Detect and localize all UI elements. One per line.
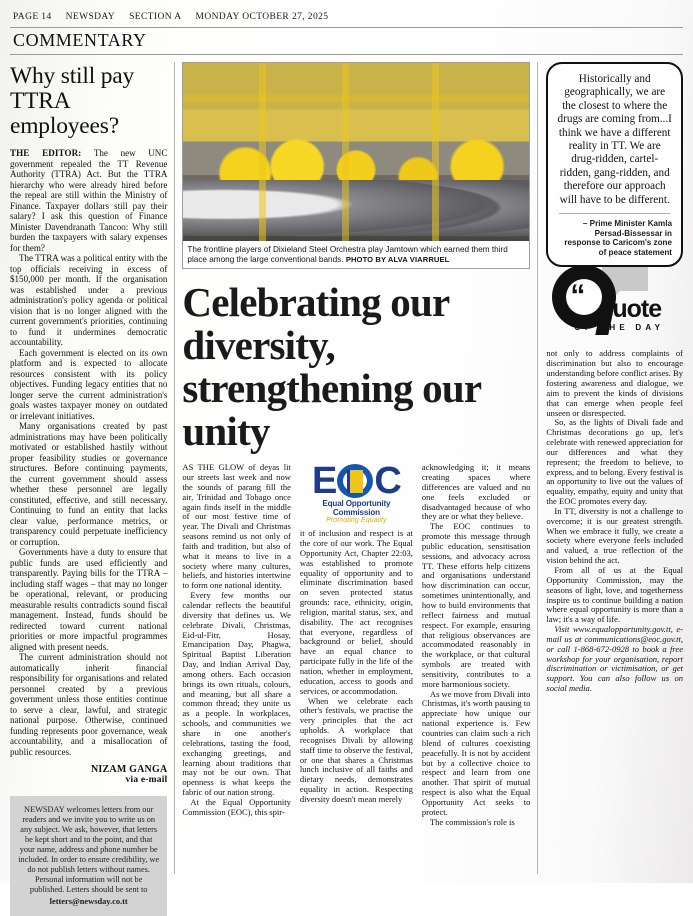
masthead-publication: NEWSDAY (65, 12, 116, 22)
section-title-divider (10, 54, 683, 55)
feature-paragraph: So, as the lights of Divali fade and Christmas decorations go up, let's celebrate with renewed appreciation for our differences and what they represent; the freedom to believe, to express, and to belong. Every festival is an opportunity to live out the values of equality, empathy, equity and unity that the EOC promotes every day. (546, 417, 683, 507)
feature-contact-note: Visit www.equalopportunity.gov.tt, e-mail us at communications@eoc.gov.tt, or call 1-868-672-0928 to book a free workshop for your organisation, report discrimination or victimisation, or get support. You can also follow us on social media. (546, 624, 683, 694)
letter-paragraph: Each government is elected on its own platform and is expected to allocate resources consistent with its policy objectives. Funding legacy entities that no longer serve the current administration's goals wastes taxpayer money on outdated or irrelevant initiatives. (10, 347, 168, 421)
letter-author-source: via e-mail (125, 775, 168, 785)
quote-attribution: – Prime Minister Kamla Persad-Bissessar in response to Caricom's zone of peace statement (564, 219, 672, 257)
caption-text: The frontline players of Dixieland Steel Orchestra play Jamtown which earned them third place among the large conventional bands. (187, 245, 508, 264)
quotation-mark-icon: “ (570, 279, 585, 313)
feature-column-3 (422, 463, 531, 827)
letter-byline (10, 764, 167, 785)
letter-column (10, 62, 174, 906)
feature-paragraph: From all of us at the Equal Opportunity Commission, may the seasons of light, love, and togetherness inspire us to continue building a nation where equal opportunity is more than a law; it's a way of life. (546, 565, 683, 625)
section-title: COMMENTARY (13, 30, 147, 50)
feature-column-1 (182, 463, 291, 827)
feature-photo-caption (183, 241, 529, 268)
quote-column (537, 62, 683, 874)
feature-paragraph: Every few months our calendar reflects the beautiful diversity that defines us. We celebrate Divali, Christmas, Eid-ul-Fitr, Hosay, Emancipation Day, Phagwa, Spiritual Baptist Liberation Day, and Indian Arrival Day, among others. Each occasion brings its own rituals, colours, and meaning, but all share a common thread; they unite us as a people. In workplaces, schools, and communities we share in one another's celebrations, tasting the food, exchanging greetings, and learning about traditions that may not be our own. That openness is what keeps the fabric of our nation strong. (182, 590, 291, 798)
masthead (10, 12, 683, 22)
feature-paragraph: In TT, diversity is not a challenge to overcome; it is our greatest strength. When we embrace it fully, we create a society where everyone feels included and valued, a true reflection of the vision behind the act. (546, 505, 683, 566)
letters-policy-box (10, 796, 167, 916)
masthead-page-number: PAGE 14 (13, 12, 52, 22)
letter-paragraph-text: The new UNC government repealed the TT Revenue Authority (TTRA) Act. But the TTRA hierarchy who were already hired before the repeal are still within the Ministry of Finance. Taxpayer dollars still pay their salary? I ask this question of Finance Minister Davendranath Tancoo: Why still burden the taxpayers with salary expenses for them? (10, 148, 168, 253)
eoc-letter-c: C (374, 460, 401, 503)
feature-photo-figure (182, 62, 530, 269)
page-body (10, 62, 683, 906)
letters-policy-text: NEWSDAY welcomes letters from our readers and we invite you to write us on any subject. We ask, however, that letters be kept short and to the point, and that your name, address and phone number be included. In order to ensure credibility, we do not publish letters without names. Personal information will not be published. Letters should be sent to (18, 805, 160, 894)
quote-of-the-day-box (546, 62, 683, 267)
letter-paragraph (10, 148, 167, 253)
letter-paragraph: Many organisations created by past administrations may have been politically motivated or established hastily without proper feasibility studies or governance structures. Before continuing payments, the current government should assess whether these personnel are legally constituted, effective, and still necessary. Continuing to fund an entity that lacks clear value, performance metrics, or transparency could perpetuate inefficiency or corruption. (10, 421, 168, 547)
feature-paragraph: acknowledging it; it means creating spaces where differences are valued and no one feels excluded or disadvantaged because of who they are or what they believe. (421, 462, 531, 522)
quote-logo-subtitle: OF THE DAY (574, 323, 665, 333)
quote-divider (559, 213, 670, 214)
letter-paragraph: The TTRA was a political entity with the top officials receiving in excess of $150,000 per month. If the organisation was established under a previous administration's policy agenda or political vision that is no longer aligned with the current government's priorities, continuing to fund it undermines democratic accountability. (10, 253, 168, 347)
feature-column (174, 62, 537, 874)
feature-paragraph: it of inclusion and respect is at the core of our work. The Equal Opportunity Act, Chapter 22:03, was established to promote equality of opportunity and to eliminate discrimination based on seven protected status grounds: race, ethnicity, origin, religion, marital status, sex, and disability. The act recognises that everyone, regardless of background or belief, should have an equal chance to participate fully in the life of the nation, whether in employment, education, access to goods and services, or accommodation. (299, 528, 413, 696)
letter-headline: Why still pay TTRA employees? (10, 63, 135, 139)
feature-paragraph: When we celebrate each other's festivals, we practise the very principles that the act upholds. A workplace that recognises Divali by allowing staff time to observe the festival, or one that shares a Christmas lunch inclusive of all faiths and dietary needs, demonstrates equality in action. Respecting diversity doesn't mean merely (299, 695, 413, 804)
feature-paragraph: not only to address complaints of discrimination but also to encourage understanding before conflict arises. By fostering awareness and dialogue, we aim to prevent the kinds of divisions that can emerge when people feel unseen or disrespected. (546, 348, 683, 418)
feature-column-2 (299, 460, 413, 827)
steelband-photo (183, 63, 529, 241)
photo-credit: PHOTO BY ALVA VIARRUEL (345, 254, 450, 264)
feature-text-columns (182, 460, 531, 827)
letter-author-name: NIZAM GANGA (91, 764, 168, 775)
masthead-date: MONDAY OCTOBER 27, 2025 (195, 12, 329, 22)
eoc-logo-tagline: Promoting Equality (326, 517, 387, 525)
feature-headline: Celebrating our diversity, strengthening our unity (182, 279, 481, 455)
letter-paragraph: Governments have a duty to ensure that public funds are used efficiently and transparently. Paying bills for the TTRA – including staff wages – that may no longer be operational, relevant, or producing measurable results contradicts sound fiscal management. Instead, funds should be redirected toward current national priorities or more impactful programmes aligned with present needs. (10, 547, 168, 652)
open-door-icon (337, 464, 373, 498)
eoc-logo-name: Equal Opportunity Commission (322, 499, 391, 518)
quote-text: Historically and geographically, we are the closest to where the drugs are coming from...I think we have a different reality in TT. We are drug-ridden, cartel-ridden, gang-ridden, and therefore our approach will have to be different. (557, 73, 672, 206)
feature-paragraph: As we move from Divali into Christmas, it's worth pausing to appreciate how unique our national experience is. Few countries can claim such a rich blend of cultures coexisting peacefully. It is not by accident but by a collective choice to respect and learn from one another. That spirit of mutual respect is also what the Equal Opportunity Act seeks to protect. (421, 688, 531, 817)
eoc-logo-mark (300, 460, 413, 503)
letters-email-link[interactable]: letters@newsday.co.tt (49, 897, 128, 906)
feature-paragraph: The EOC continues to promote this message through public education, sensitisation sessions, and advocacy across TT. These efforts help citizens and organisations understand how discrimination can occur, sometimes unintentionally, and how to build environments that reflect fairness and mutual respect. For example, ensuring that religious observances are accommodated reasonably in the workplace, or that cultural symbols are treated with sensitivity, contributes to a more harmonious society. (421, 521, 531, 689)
masthead-section: SECTION A (129, 12, 182, 22)
eoc-door-shape (347, 470, 363, 493)
feature-paragraph: AS THE GLOW of deyas lit our streets last week and now the sounds of parang fill the air, Trinidad and Tobago once again finds itself in the middle of our most festive time of year. The Divali and Christmas seasons remind us not only of faith and tradition, but also of what it means to live in a society where many cultures, beliefs, and histories intertwine to form one national identity. (182, 462, 291, 591)
feature-paragraph: At the Equal Opportunity Commission (EOC), this spir- (182, 796, 291, 817)
quote-logo-word: uote (612, 295, 662, 324)
letter-lead-label: THE EDITOR: (10, 148, 82, 158)
letter-paragraph: The current administration should not automatically inherit financial responsibility for organisations and related personnel created by a previous government unless those entities continue to serve a clear, lawful, and strategic national purpose. Otherwise, continued funding represents poor governance, weak accountability, and a misallocation of public resources. (10, 652, 168, 757)
feature-paragraph: The commission's role is (429, 816, 515, 827)
eoc-logo (300, 460, 413, 525)
eoc-letter-e: E (311, 460, 337, 503)
